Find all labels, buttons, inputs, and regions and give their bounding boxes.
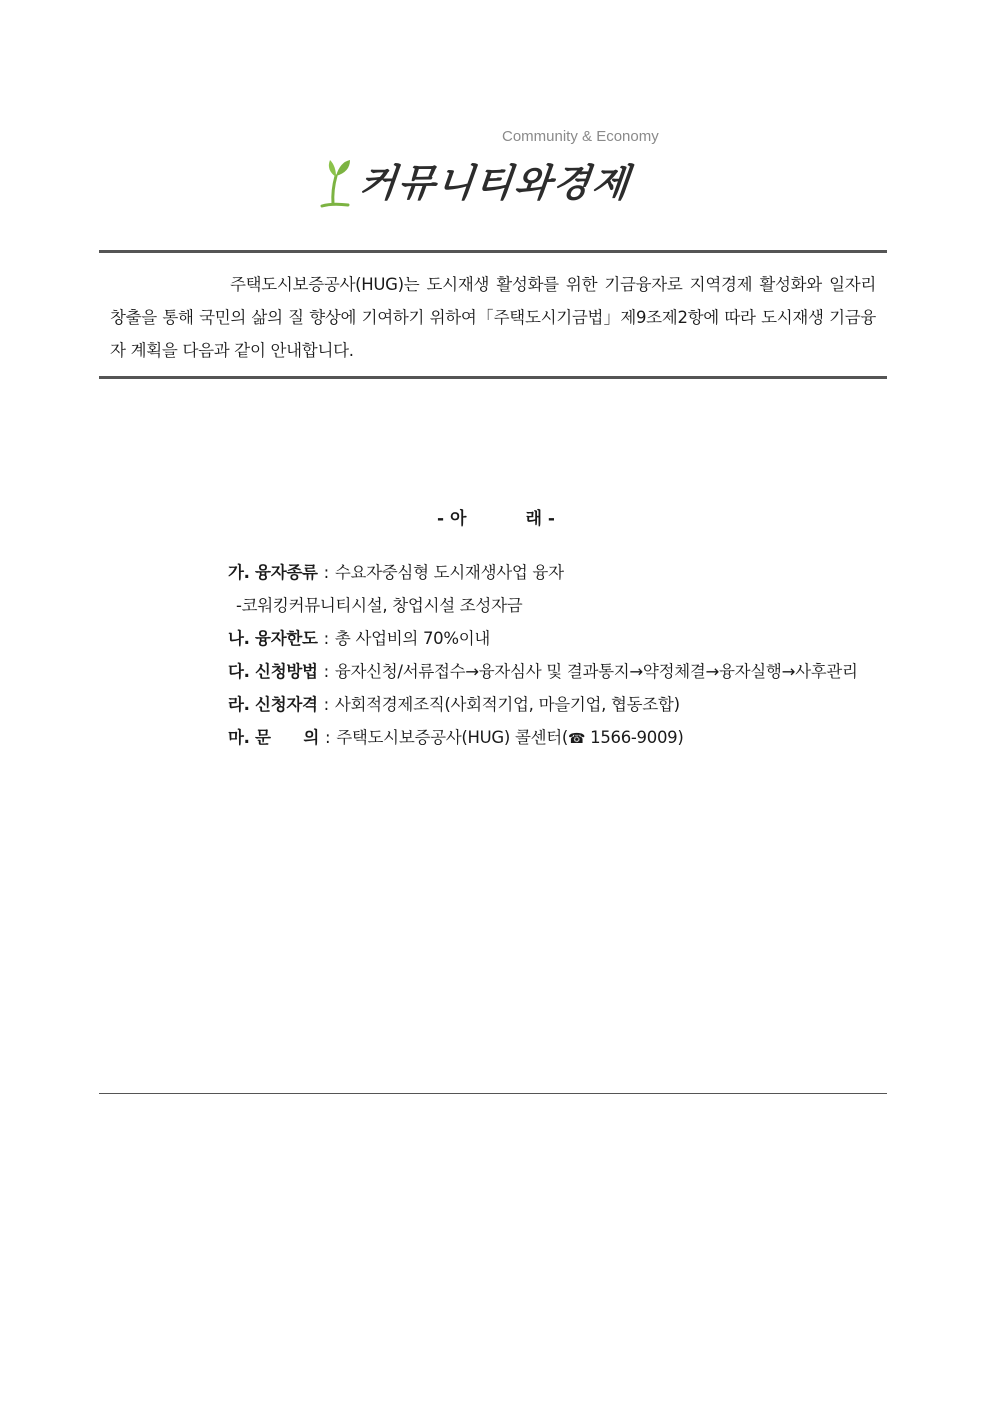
telephone-icon: ☎	[568, 731, 586, 747]
item-value: 수요자중심형 도시재생사업 융자	[334, 563, 564, 582]
logo	[318, 126, 663, 212]
intro-bottom-divider	[99, 376, 887, 379]
section-heading: - 아 래 -	[437, 509, 555, 529]
sprout-icon	[318, 146, 358, 210]
item-label: 가. 융자종류	[228, 563, 318, 582]
top-divider	[99, 250, 887, 253]
item-label: 나. 융자한도	[228, 629, 318, 648]
item-value-suffix: 1566-9009)	[585, 728, 684, 747]
item-label: 다. 신청방법	[228, 662, 318, 681]
logo-english-text: Community & Economy	[502, 128, 659, 145]
item-value: 사회적경제조직(사회적기업, 마을기업, 협동조합)	[334, 695, 680, 714]
logo-korean-text: 커뮤니티와경제	[357, 160, 634, 205]
bottom-divider	[99, 1093, 887, 1094]
list-item	[228, 721, 908, 754]
item-separator: :	[323, 695, 329, 714]
item-value-prefix: 주택도시보증공사(HUG) 콜센터(	[336, 728, 569, 747]
details-list	[228, 556, 908, 754]
item-separator: :	[323, 629, 329, 648]
item-value: 융자신청/서류접수→융자심사 및 결과통지→약정체결→융자실행→사후관리	[334, 662, 858, 681]
list-item	[228, 622, 908, 655]
intro-paragraph: 주택도시보증공사(HUG)는 도시재생 활성화를 위한 기금융자로 지역경제 활성화와 일자리 창출을 통해 국민의 삶의 질 향상에 기여하기 위하여「주택도시기금법」제9조제2항에 따라 도시재생 기금융자 계획을 다음과 같이 안내합니다.	[110, 275, 876, 360]
item-subvalue: -코워킹커뮤니티시설, 창업시설 조성자금	[236, 596, 523, 615]
list-item	[228, 556, 908, 589]
item-value: 총 사업비의 70%이내	[334, 629, 491, 648]
item-label: 마. 문 의	[228, 728, 319, 747]
item-label: 라. 신청자격	[228, 695, 318, 714]
item-separator: :	[323, 662, 329, 681]
list-item	[228, 688, 908, 721]
item-separator: :	[325, 728, 331, 747]
list-item	[228, 655, 908, 688]
list-item	[228, 589, 908, 622]
item-separator: :	[323, 563, 329, 582]
